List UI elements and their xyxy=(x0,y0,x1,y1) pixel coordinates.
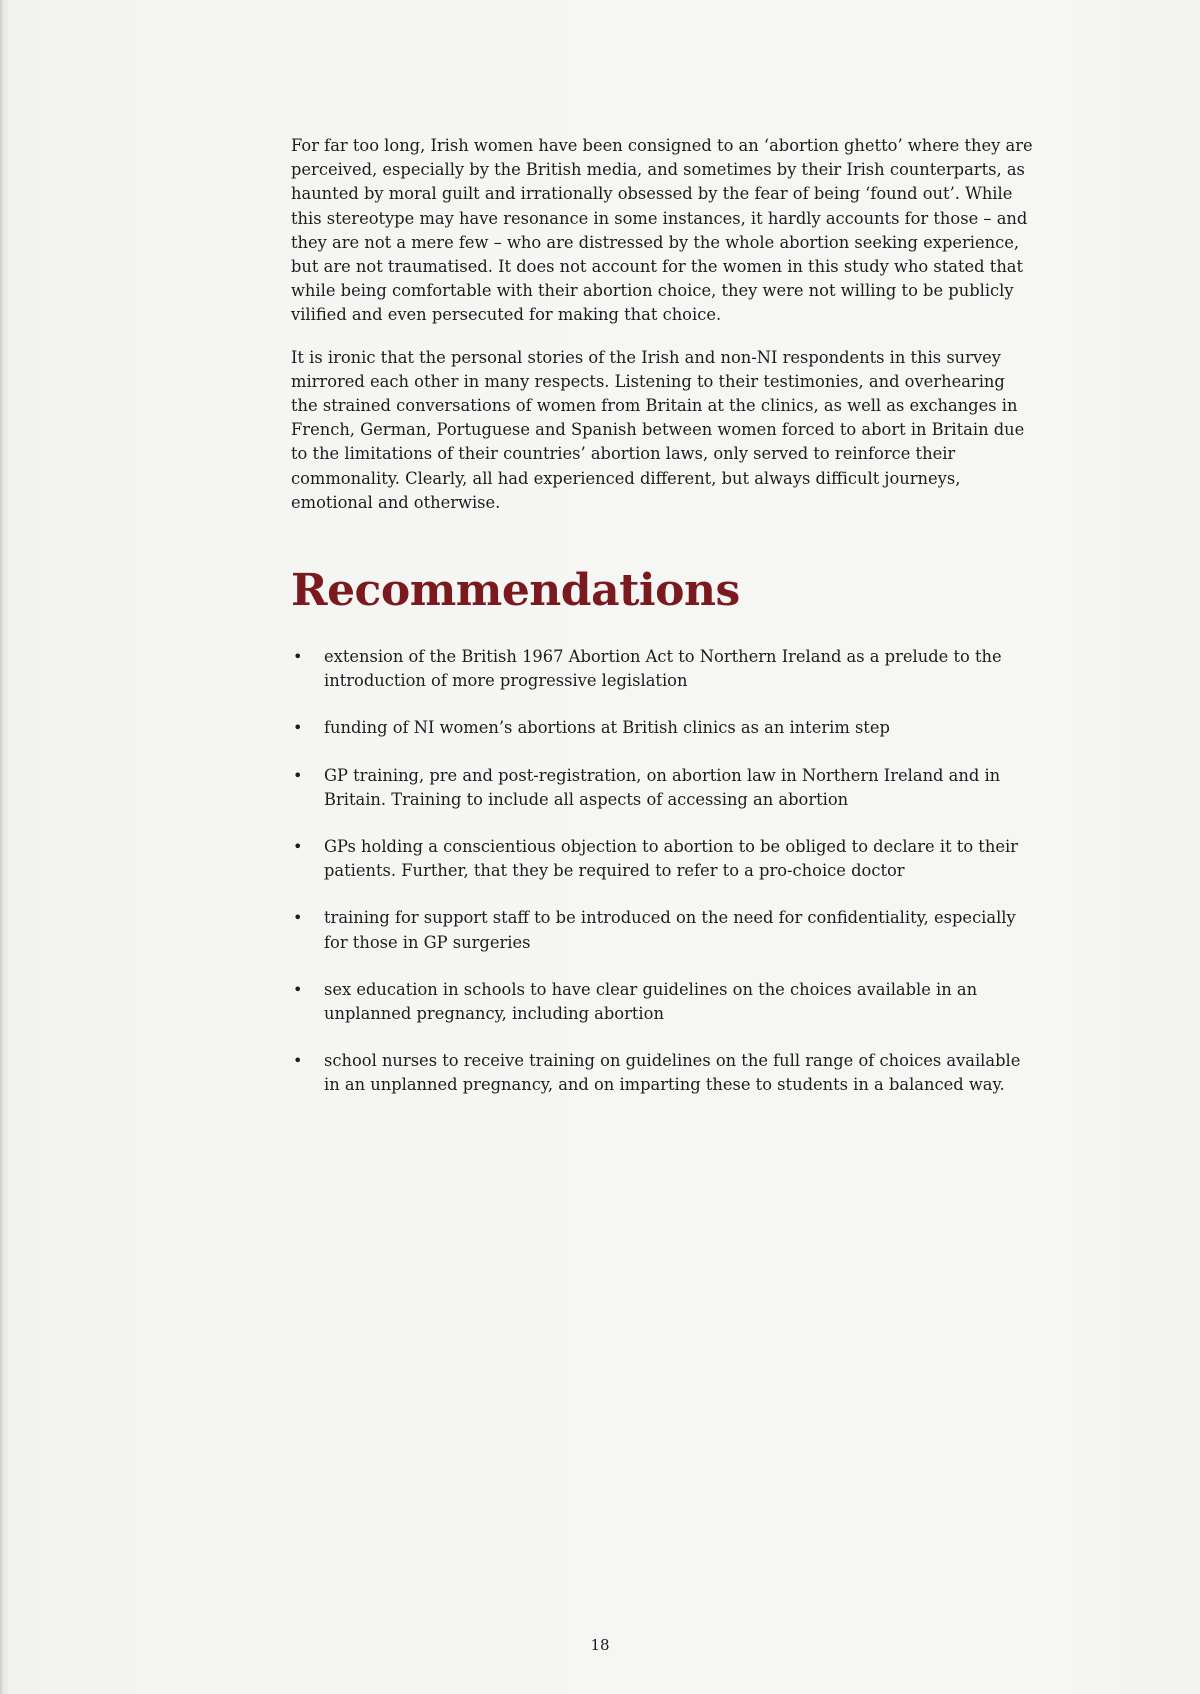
recommendations-list xyxy=(291,645,1033,1098)
page-number: 18 xyxy=(590,1636,610,1654)
body-paragraph-1: For far too long, Irish women have been consigned to an ‘abortion ghetto’ where they are perceived, especially by the British media, and sometimes by their Irish counterparts, as haunted by moral guilt and irrationally obsessed by the fear of being ‘found out’. While this stereotype may have resonance in some instances, it hardly accounts for those – and they are not a mere few – who are distressed by the whole abortion seeking experience, but are not traumatised. It does not account for the women in this study who stated that while being comfortable with their abortion choice, they were not willing to be publicly vilified and even persecuted for making that choice. xyxy=(291,136,1033,325)
bullet-icon: • xyxy=(293,908,303,928)
bullet-icon: • xyxy=(293,837,303,857)
recommendation-text: school nurses to receive training on guidelines on the full range of choices available in an unplanned pregnancy, and on imparting these to students in a balanced way. xyxy=(324,1051,1021,1095)
recommendation-item xyxy=(291,716,1033,740)
recommendation-text: training for support staff to be introduced on the need for confidentiality, especially for those in GP surgeries xyxy=(324,908,1016,952)
recommendation-text: extension of the British 1967 Abortion Act to Northern Ireland as a prelude to the introduction of more progressive legislation xyxy=(324,647,1002,691)
recommendation-text: sex education in schools to have clear guidelines on the choices available in an unplanned pregnancy, including abortion xyxy=(324,979,978,1024)
recommendation-item xyxy=(291,645,1033,693)
section-heading-recommendations: Recommendations xyxy=(291,565,740,617)
bullet-icon: • xyxy=(293,718,303,738)
recommendation-text: funding of NI women’s abortions at British clinics as an interim step xyxy=(324,718,890,738)
bullet-icon: • xyxy=(293,1051,303,1071)
bullet-icon: • xyxy=(293,979,303,999)
bullet-icon: • xyxy=(293,647,303,667)
recommendation-item xyxy=(291,906,1033,954)
bullet-icon: • xyxy=(293,765,303,785)
recommendation-item xyxy=(291,978,1033,1026)
recommendation-text: GP training, pre and post-registration, on abortion law in Northern Ireland and in Britain. Training to include all aspects of accessing an abortion xyxy=(324,765,1001,809)
recommendation-item xyxy=(291,835,1033,883)
body-paragraph-2: It is ironic that the personal stories of the Irish and non-NI respondents in this survey mirrored each other in many respects. Listening to their testimonies, and overhearing the strained conversations of women from Britain at the clinics, as well as exchanges in French, German, Portuguese and Spanish between women forced to abort in Britain due to the limitations of their countries’ abortion laws, only served to reinforce their commonality. Clearly, all had experienced different, but always difficult journeys, emotional and otherwise. xyxy=(291,347,1025,512)
recommendation-text: GPs holding a conscientious objection to abortion to be obliged to declare it to their patients. Further, that they be required to refer to a pro-choice doctor xyxy=(324,837,1018,881)
recommendation-item xyxy=(291,764,1033,812)
recommendation-item xyxy=(291,1049,1033,1097)
page-content xyxy=(291,134,1033,1121)
